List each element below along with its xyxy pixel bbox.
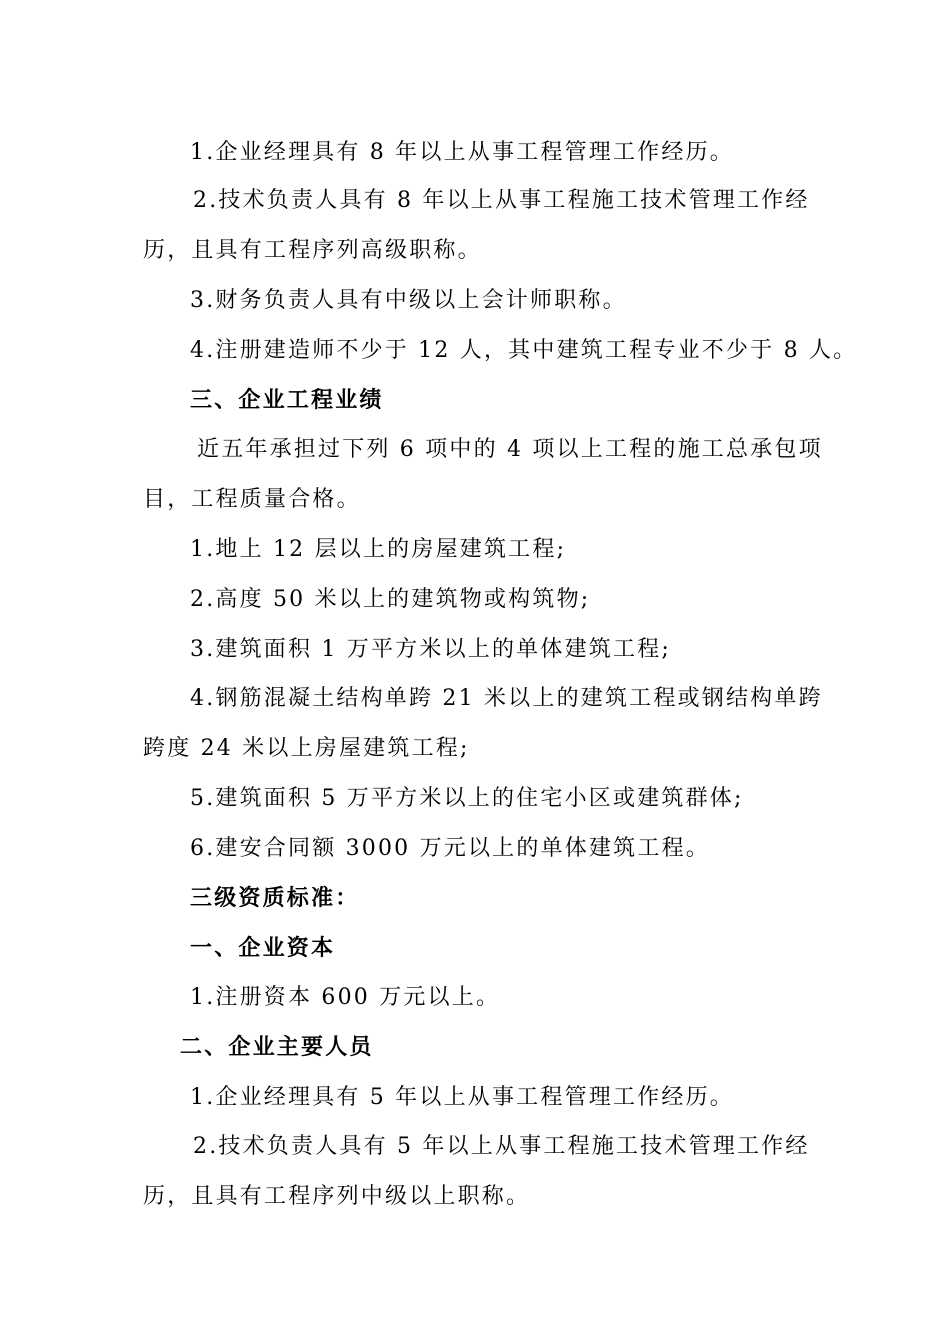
text-line-3: 历，且具有工程序列高级职称。 (143, 238, 482, 263)
section-heading-personnel: 二、企业主要人员 (180, 1035, 374, 1060)
text-line-11: 3.建筑面积 1 万平方米以上的单体建筑工程; (190, 637, 671, 662)
text-line-20: 1.企业经理具有 5 年以上从事工程管理工作经历。 (190, 1085, 734, 1110)
text-line-15: 6.建安合同额 3000 万元以上的单体建筑工程。 (190, 836, 710, 861)
text-line-1: 1.企业经理具有 8 年以上从事工程管理工作经历。 (190, 140, 734, 165)
text-line-12: 4.钢筋混凝土结构单跨 21 米以上的建筑工程或钢结构单跨 (190, 686, 823, 711)
section-heading-grade-three: 三级资质标准： (190, 886, 360, 911)
text-line-7: 近五年承担过下列 6 项中的 4 项以上工程的施工总承包项 (197, 437, 823, 462)
text-line-13: 跨度 24 米以上房屋建筑工程; (143, 736, 470, 761)
text-line-4: 3.财务负责人具有中级以上会计师职称。 (190, 288, 627, 313)
text-line-9: 1.地上 12 层以上的房屋建筑工程; (190, 537, 567, 562)
text-line-5: 4.注册建造师不少于 12 人，其中建筑工程专业不少于 8 人。 (190, 338, 858, 363)
text-line-18: 1.注册资本 600 万元以上。 (190, 985, 501, 1010)
section-heading-performance: 三、企业工程业绩 (190, 388, 384, 413)
text-line-2: 2.技术负责人具有 8 年以上从事工程施工技术管理工作经 (193, 188, 810, 213)
text-line-22: 历，且具有工程序列中级以上职称。 (143, 1184, 531, 1209)
text-line-8: 目，工程质量合格。 (143, 487, 361, 512)
text-line-10: 2.高度 50 米以上的建筑物或构筑物; (190, 587, 591, 612)
text-line-21: 2.技术负责人具有 5 年以上从事工程施工技术管理工作经 (193, 1134, 810, 1159)
section-heading-capital: 一、企业资本 (190, 936, 336, 961)
text-line-14: 5.建筑面积 5 万平方米以上的住宅小区或建筑群体; (190, 786, 744, 811)
